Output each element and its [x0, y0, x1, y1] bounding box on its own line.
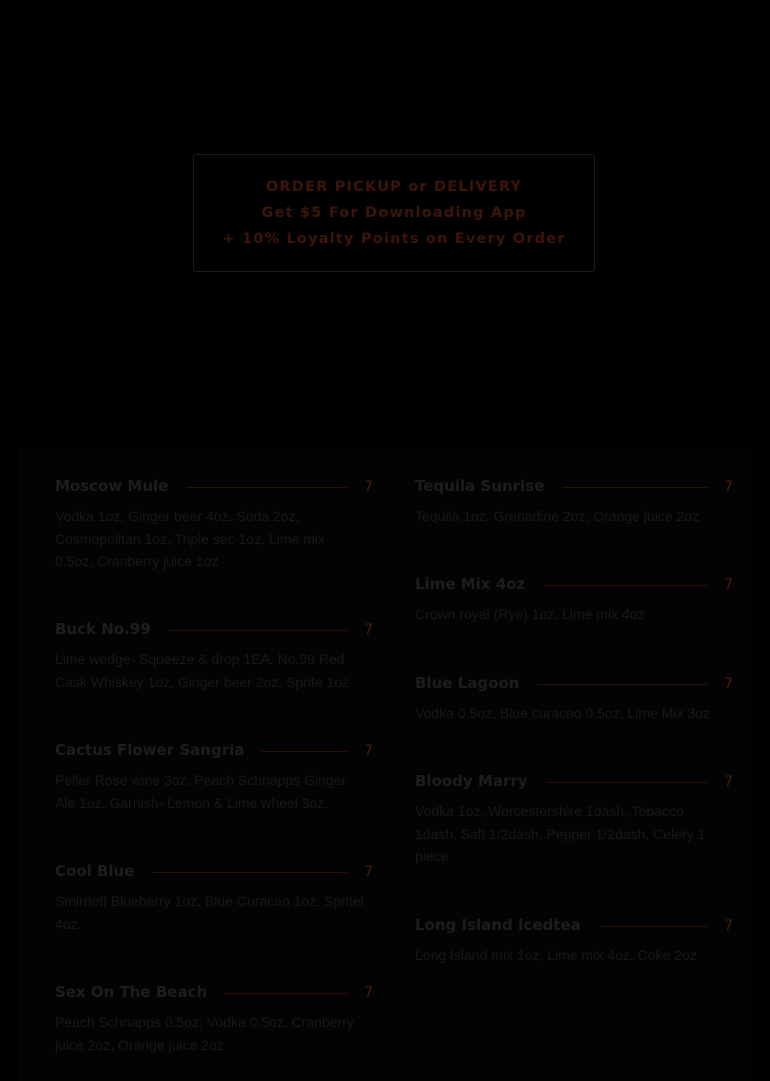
menu-item-header: [415, 912, 733, 938]
menu-item[interactable]: [55, 737, 373, 814]
menu-item[interactable]: [55, 858, 373, 935]
menu-item-description: Smirnoff Blueberry 1oz, Blue Curacao 1oz, Spritel 4oz.: [55, 893, 364, 932]
menu-item[interactable]: [415, 768, 733, 868]
menu-item-description: Vodka 1oz, Worcestershire 1dash, Tobacco 1dash, Salt 1/2dash, Pepper 1/2dash, Celery 1 piece: [415, 803, 706, 865]
menu-item-header: [415, 473, 733, 499]
menu-item-price: 7: [724, 676, 733, 692]
menu-item[interactable]: [55, 473, 373, 573]
menu-item-header: [55, 473, 373, 499]
promo-line-app-offer: Get $5 For Downloading App: [261, 205, 527, 221]
menu-item-price: 7: [364, 622, 373, 638]
promo-banner: [193, 154, 595, 272]
menu-item-description: Lime wedge- Squeeze & drop 1EA, No.99 Red Cask Whiskey 1oz, Ginger beer 2oz, Sprite 1oz: [55, 651, 350, 690]
menu-item-name: Blue Lagoon: [415, 670, 537, 696]
menu-item-name: Long Island Icedtea: [415, 912, 599, 938]
menu-item[interactable]: [55, 979, 373, 1056]
menu-item-header: [55, 737, 373, 763]
menu-item[interactable]: [415, 670, 733, 725]
menu-item-price: 7: [724, 774, 733, 790]
menu-item-description: Peller Rose wine 3oz, Peach Schnapps Ginger Ale 1oz, Garnish- Lemon & Lime wheel 3oz.: [55, 772, 347, 811]
menu-item-price: 7: [724, 577, 733, 593]
menu-item-description: Peach Schnapps 0.5oz, Vodka 0.5oz, Cranberry juice 2oz, Orange juice 2oz: [55, 1014, 354, 1053]
promo-line-loyalty: + 10% Loyalty Points on Every Order: [222, 231, 566, 247]
menu-item-header: [415, 768, 733, 794]
menu-item-description: Vodka 0.5oz, Blue curacao 0.5oz, Lime Mix 3oz: [415, 705, 710, 721]
menu-item[interactable]: [415, 571, 733, 626]
menu-item-description: Crown royal (Rye) 1oz, Lime mix 4oz: [415, 606, 645, 622]
promo-line-order: ORDER PICKUP or DELIVERY: [265, 179, 523, 195]
menu-item-header: [415, 571, 733, 597]
menu-item-header: [55, 979, 373, 1005]
menu-item-description: Long Island mix 1oz, Lime mix 4oz, Coke 2oz: [415, 947, 697, 963]
menu-item-name: Tequila Sunrise: [415, 473, 562, 499]
menu-item[interactable]: [415, 473, 733, 528]
menu-item[interactable]: [55, 616, 373, 693]
menu-item-header: [55, 858, 373, 884]
menu-item-price: 7: [364, 479, 373, 495]
menu-item-header: [415, 670, 733, 696]
menu-item-name: Sex On The Beach: [55, 979, 225, 1005]
menu-item-description: Vodka 1oz, Ginger beer 4oz, Soda 2oz, Cosmopolitan 1oz, Triple sec 1oz, Lime mix 0.5oz, Cranberry juice 1oz: [55, 508, 325, 570]
menu-item-price: 7: [724, 918, 733, 934]
menu-item-header: [55, 616, 373, 642]
cocktail-menu: [18, 447, 752, 1081]
menu-item-name: Lime Mix 4oz: [415, 571, 543, 597]
menu-item-price: 7: [364, 864, 373, 880]
menu-item-price: 7: [724, 479, 733, 495]
menu-item-name: Moscow Mule: [55, 473, 186, 499]
menu-item-description: Tequila 1oz, Grenadine 2oz, Orange juice 2oz: [415, 508, 700, 524]
menu-item[interactable]: [415, 912, 733, 967]
menu-item-price: 7: [364, 743, 373, 759]
menu-item-name: Bloody Marry: [415, 768, 546, 794]
menu-item-name: Buck No.99: [55, 616, 169, 642]
menu-item-name: Cool Blue: [55, 858, 152, 884]
menu-item-price: 7: [364, 985, 373, 1001]
menu-item-name: Cactus Flower Sangria: [55, 737, 262, 763]
